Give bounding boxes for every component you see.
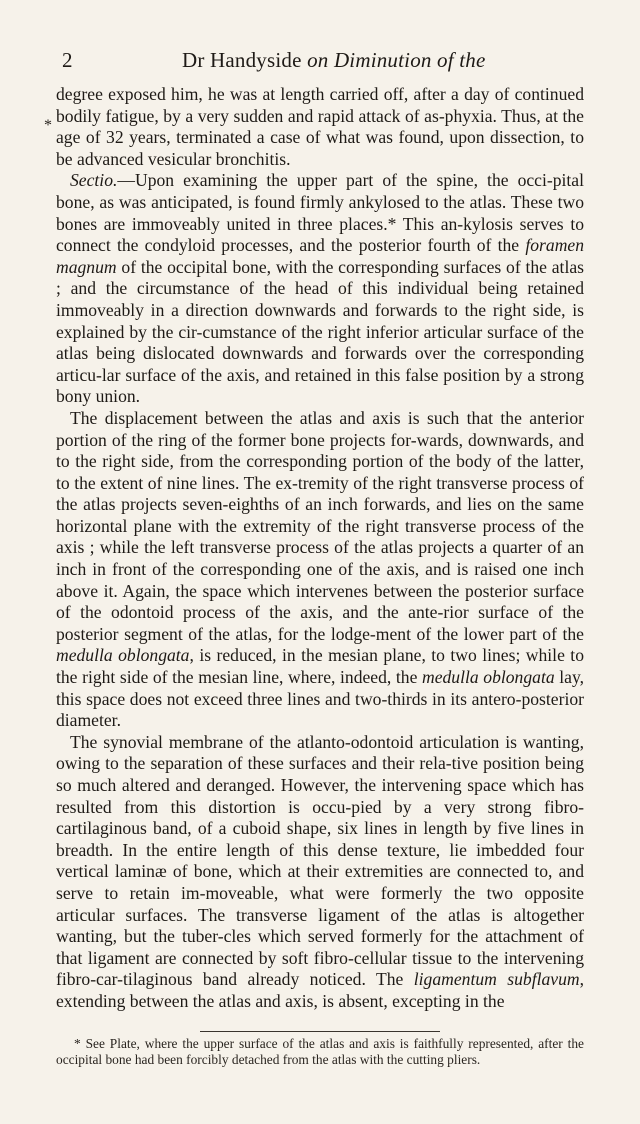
paragraph: [56, 170, 584, 408]
running-head: [62, 48, 590, 78]
margin-asterisk-mark: *: [44, 117, 52, 134]
paragraph: [56, 732, 584, 1013]
running-head-italic-rest: Diminution of the: [333, 48, 486, 72]
italic-term: foramen magnum: [56, 235, 584, 277]
italic-term: Sectio.: [70, 170, 118, 191]
footnote: [56, 1036, 584, 1068]
paragraph: [56, 84, 584, 170]
text-run: , extending between the atlas and axis, is absent, excepting in the: [56, 969, 584, 1011]
text-run: lay, this space does not exceed three lines and two-thirds in its antero-posterior diameter.: [56, 667, 584, 731]
italic-term: medulla oblongata: [422, 667, 555, 688]
italic-term: medulla oblongata: [56, 645, 190, 666]
running-head-italic-on: on: [307, 48, 329, 72]
page-number: 2: [62, 48, 73, 72]
text-run: The displacement between the atlas and axis is such that the anterior portion of the ring of the former bone projects for-wards, downwards, and to the right side, from the corresponding portion of the body of the latter, to the extent of nine lines. The ex-tremity of the right transverse process of the atlas projects seven-eighths of an inch forwards, and lies on the same horizontal plane with the extremity of the right transverse process of the axis ; while the left transverse process of the atlas projects a quarter of an inch in front of the corresponding one of the axis, and is raised one inch above it. Again, the space which intervenes between the posterior surface of the odontoid process of the axis, and the ante-rior surface of the posterior segment of the atlas, for the lodge-ment of the lower part of the: [56, 407, 584, 644]
running-head-title: [182, 48, 486, 73]
text-run: —Upon examining the upper part of the spine, the occi-pital bone, as was anticipated, is found firmly ankylosed to the atlas. These two bones are immoveably united in three places.* This an-kylosis serves to connect the condyloid processes, and the posterior fourth of the: [56, 170, 584, 256]
text-run: degree exposed him, he was at length carried off, after a day of continued bodily fatigue, by a very sudden and rapid attack of as-phyxia. Thus, at the age of 32 years, terminated a case of what was found, upon dissection, to be advanced vesicular bronchitis.: [56, 84, 584, 169]
body-text: [56, 84, 584, 1013]
footnote-text: * See Plate, where the upper surface of the atlas and axis is faithfully represented, after the occipital bone had been forcibly detached from the atlas with the cutting pliers.: [56, 1036, 584, 1067]
text-run: The synovial membrane of the atlanto-odontoid articulation is wanting, owing to the separation of these surfaces and their rela-tive position being so much altered and deranged. However, the intervening space which has resulted from this distortion is occu-pied by a very strong fibro-cartilaginous band, of a cuboid shape, six lines in length by five lines in breadth. In the entire length of this dense texture, lie imbedded four vertical laminæ of bone, which at their extremities are connected to, and serve to retain im-moveable, what were formerly the two opposite articular surfaces. The transverse ligament of the atlas is altogether wanting, but the tuber-cles which served formerly for the attachment of that ligament are connected by soft fibro-cellular tissue to the intervening fibro-car-tilaginous band already noticed. The: [56, 731, 584, 990]
paragraph: [56, 408, 584, 732]
text-run: of the occipital bone, with the corresponding surfaces of the atlas ; and the circumstance of the head of this individual being retained immoveably in a direction downwards and forwards to the right side, is explained by the cir-cumstance of the right inferior articular surface of the atlas being dislocated downwards and forwards over the corresponding articu-lar surface of the axis, and retained in this false position by a strong bony union.: [56, 256, 584, 407]
running-head-prefix: Dr Handyside: [182, 48, 308, 72]
italic-term: ligamentum subflavum: [413, 969, 580, 990]
text-run: , is reduced, in the mesian plane, to two lines; while to the right side of the mesian line, where, indeed, the: [56, 645, 584, 688]
footnote-divider: [200, 1031, 440, 1032]
